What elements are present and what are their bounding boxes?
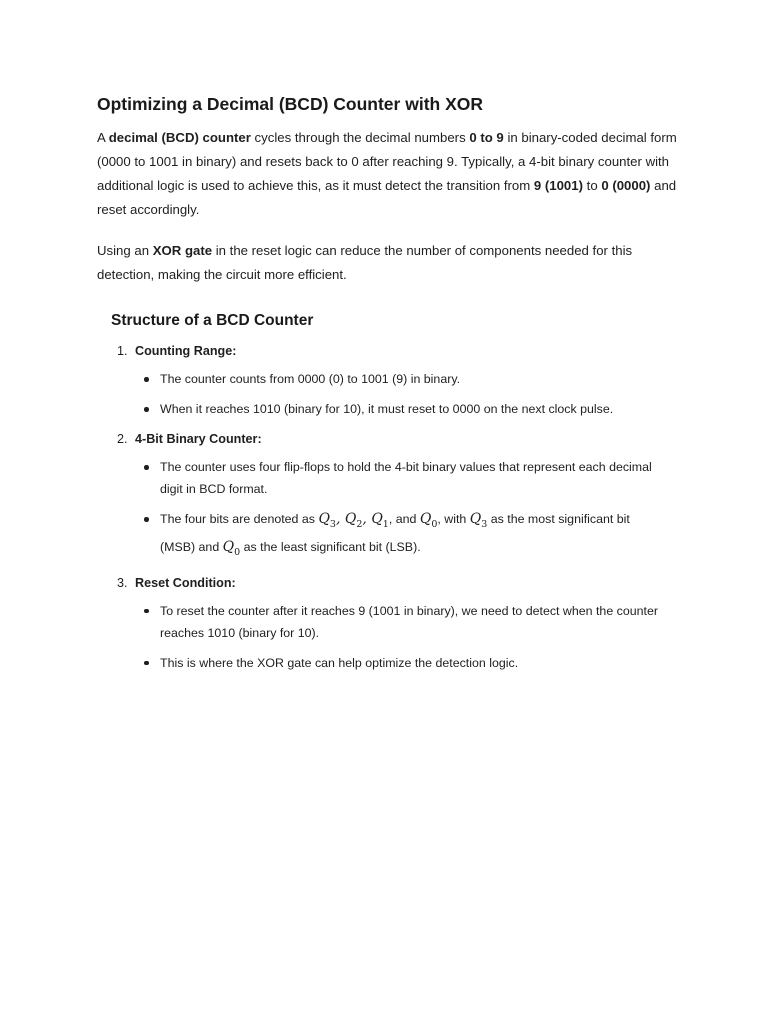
bullet-text: The four bits are denoted as	[160, 512, 319, 526]
section-title	[117, 428, 687, 450]
section-item	[97, 572, 687, 674]
bullet-item: The counter uses four flip-flops to hold the 4-bit binary values that represent each decimal digit in BCD format.	[97, 456, 687, 500]
math-q0	[419, 511, 438, 530]
bullet-text: , and	[388, 512, 420, 526]
intro-bold-xor: XOR gate	[152, 243, 213, 258]
section-heading: Structure of a BCD Counter	[111, 312, 314, 329]
section-title	[117, 340, 687, 362]
document-page	[97, 92, 687, 682]
bullet-item: When it reaches 1010 (binary for 10), it must reset to 0000 on the next clock pulse.	[97, 398, 687, 420]
math-var: Q	[222, 538, 235, 555]
section-item	[97, 340, 687, 420]
intro-bold-zero: 0 (0000)	[601, 178, 651, 193]
math-var: Q	[419, 511, 432, 527]
math-var: Q	[469, 511, 482, 527]
section-number: 3.	[117, 575, 128, 590]
bullet-text: as the least significant bit (LSB).	[240, 539, 421, 554]
bullet-item: This is where the XOR gate can help optimize the detection logic.	[97, 652, 687, 674]
math-q2	[344, 511, 363, 530]
section-item	[97, 428, 687, 564]
intro-bold-term: decimal (BCD) counter	[108, 130, 251, 145]
bullet-text: as the most significant bit (MSB) and	[160, 512, 630, 554]
bullet-list	[97, 456, 687, 564]
document-title: Optimizing a Decimal (BCD) Counter with XOR	[97, 94, 483, 114]
math-var: Q	[371, 511, 383, 527]
math-sep: ,	[335, 511, 345, 527]
bullet-list	[97, 600, 687, 674]
intro-bold-nine: 9 (1001)	[533, 178, 583, 193]
section-number: 2.	[117, 432, 128, 446]
math-var: Q	[318, 511, 330, 527]
intro-text: in binary-coded decimal form (0000 to 1001 in binary) and resets back to 0 after reaching 9. Typically, a 4-bit binary counter with additional logic is used to achieve this, as it must detect the transition from	[97, 130, 677, 193]
math-subscript: 0	[431, 518, 438, 530]
math-subscript: 3	[329, 518, 336, 530]
intro-paragraph-2	[97, 239, 687, 287]
bullet-list	[97, 368, 687, 420]
math-sep: ,	[362, 511, 372, 527]
bullet-item: The counter counts from 0000 (0) to 1001 (9) in binary.	[97, 368, 687, 390]
math-subscript: 0	[234, 546, 241, 558]
section-title	[117, 572, 687, 594]
bullet-text: , with	[437, 512, 470, 526]
intro-text: Using an	[97, 243, 153, 258]
intro-text: in the reset logic can reduce the number of components needed for this detection, making the circuit more efficient.	[97, 243, 633, 282]
section-number: 1.	[117, 344, 128, 358]
bullet-item: To reset the counter after it reaches 9 (1001 in binary), we need to detect when the counter reaches 1010 (binary for 10).	[97, 600, 687, 644]
intro-text: cycles through the decimal numbers	[250, 130, 470, 145]
math-subscript: 3	[481, 518, 488, 530]
math-subscript: 2	[356, 518, 363, 530]
intro-bold-range: 0 to 9	[469, 130, 504, 145]
math-q1	[371, 511, 389, 530]
math-lsb	[222, 538, 241, 558]
intro-paragraph-1	[97, 126, 687, 222]
intro-text: A	[97, 130, 109, 145]
bullet-item-bits	[97, 508, 687, 564]
section-title-text: Counting Range:	[135, 344, 237, 358]
section-title-text: 4-Bit Binary Counter:	[135, 432, 262, 446]
sections-list	[97, 340, 687, 674]
math-msb	[469, 511, 488, 530]
math-subscript: 1	[382, 518, 389, 530]
section-title-text: Reset Condition:	[135, 575, 236, 590]
math-q3	[318, 511, 336, 530]
math-var: Q	[344, 511, 357, 527]
intro-text: and reset accordingly.	[97, 178, 677, 217]
intro-text: to	[583, 178, 602, 193]
